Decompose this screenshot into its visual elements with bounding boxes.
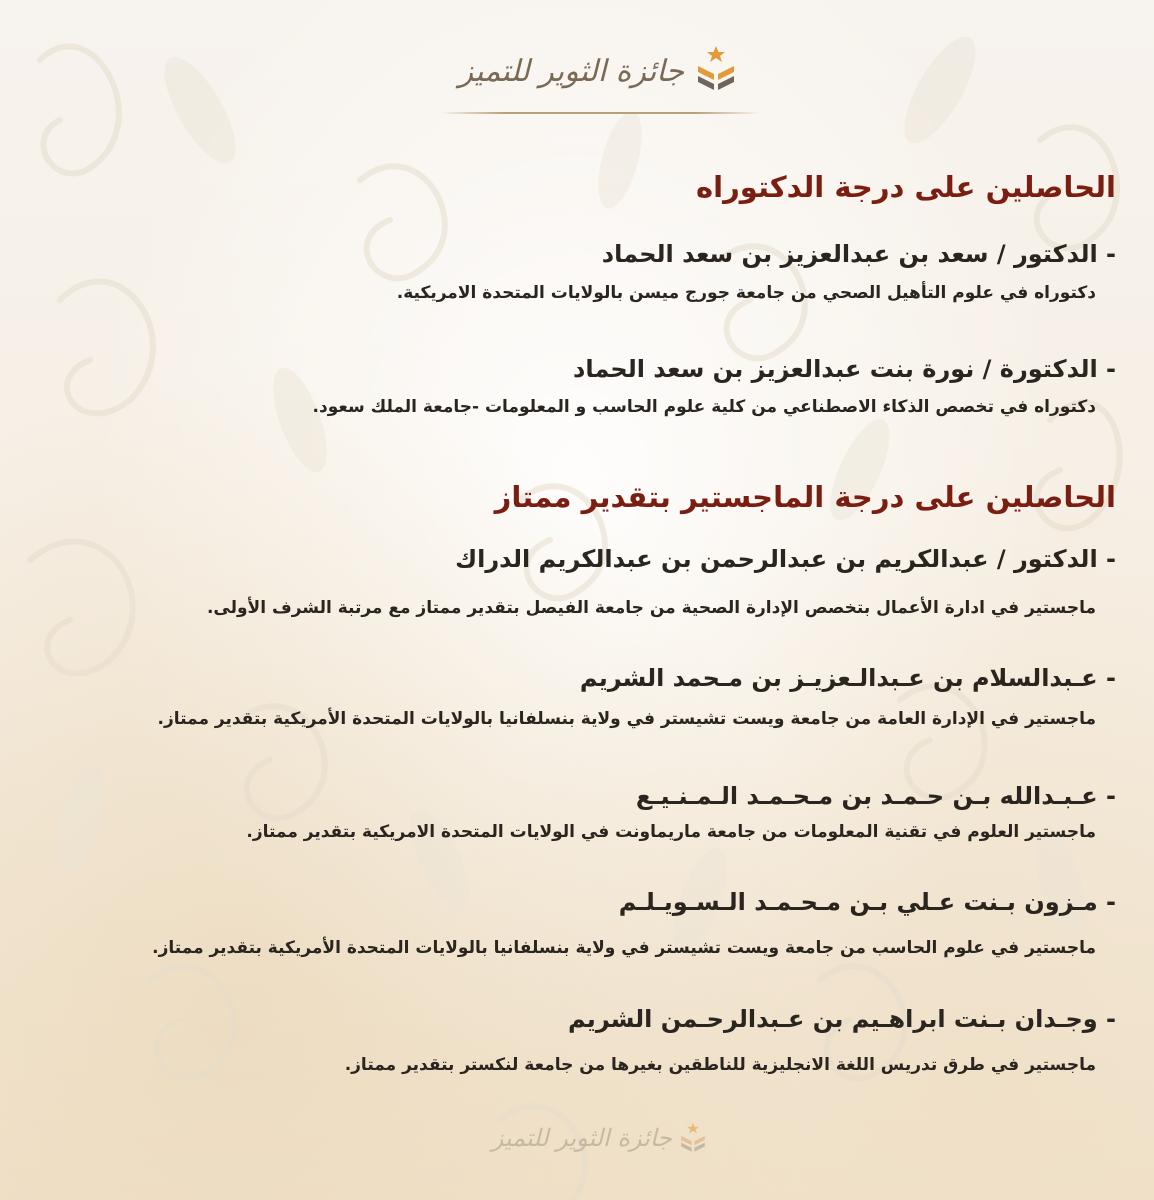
person-name: - مـزون بـنت عـلي بـن مـحـمـد الـسـويـلـم <box>618 888 1116 916</box>
person-description: ماجستير في الإدارة العامة من جامعة ويست تشيستر في ولاية بنسلفانيا بالولايات المتحدة الأمريكية بتقدير ممتاز. <box>157 709 1096 729</box>
header-logo <box>440 38 760 118</box>
person-description: ماجستير في طرق تدريس اللغة الانجليزية للناطقين بغيرها من جامعة لنكستر بتقدير ممتاز. <box>344 1055 1096 1075</box>
section-title-phd: الحاصلين على درجة الدكتوراه <box>696 170 1116 204</box>
person-name: - الدكتورة / نورة بنت عبدالعزيز بن سعد الحماد <box>573 355 1116 383</box>
logo-text: جائزة الثوير للتميز <box>458 54 684 89</box>
footer-logo-text: جائزة الثوير للتميز <box>491 1124 672 1152</box>
person-name: - الدكتور / عبدالكريم بن عبدالرحمن بن عبدالكريم الدراك <box>455 545 1116 573</box>
person-description: ماجستير في علوم الحاسب من جامعة ويست تشيستر في ولاية بنسلفانيا بالولايات المتحدة الأمريكية بتقدير ممتاز. <box>152 938 1096 958</box>
person-description: دكتوراه في علوم التأهيل الصحي من جامعة جورج ميسن بالولايات المتحدة الامريكية. <box>396 283 1096 303</box>
footer-emblem-icon <box>676 1120 710 1156</box>
person-name: - عـبـدالله بـن حـمـد بن مـحـمـد الـمـنـيـع <box>635 782 1116 810</box>
section-title-masters: الحاصلين على درجة الماجستير بتقدير ممتاز <box>494 480 1116 514</box>
person-name: - وجـدان بـنت ابراهـيم بن عـبدالرحـمن الشريم <box>567 1005 1116 1033</box>
person-description: ماجستير العلوم في تقنية المعلومات من جامعة ماريماونت في الولايات المتحدة الامريكية بتقدير ممتاز. <box>246 822 1096 842</box>
footer-logo <box>470 1120 710 1160</box>
person-name: - عـبدالسلام بن عـبدالـعزيـز بن مـحمد الشريم <box>579 664 1116 692</box>
person-description: ماجستير في ادارة الأعمال بتخصص الإدارة الصحية من جامعة الفيصل بتقدير ممتاز مع مرتبة الشرف الأولى. <box>206 598 1096 618</box>
person-name: - الدكتور / سعد بن عبدالعزيز بن سعد الحماد <box>601 240 1116 268</box>
logo-divider <box>440 112 760 114</box>
logo-emblem-icon <box>690 44 742 94</box>
person-description: دكتوراه في تخصص الذكاء الاصطناعي من كلية علوم الحاسب و المعلومات -جامعة الملك سعود. <box>312 397 1096 417</box>
